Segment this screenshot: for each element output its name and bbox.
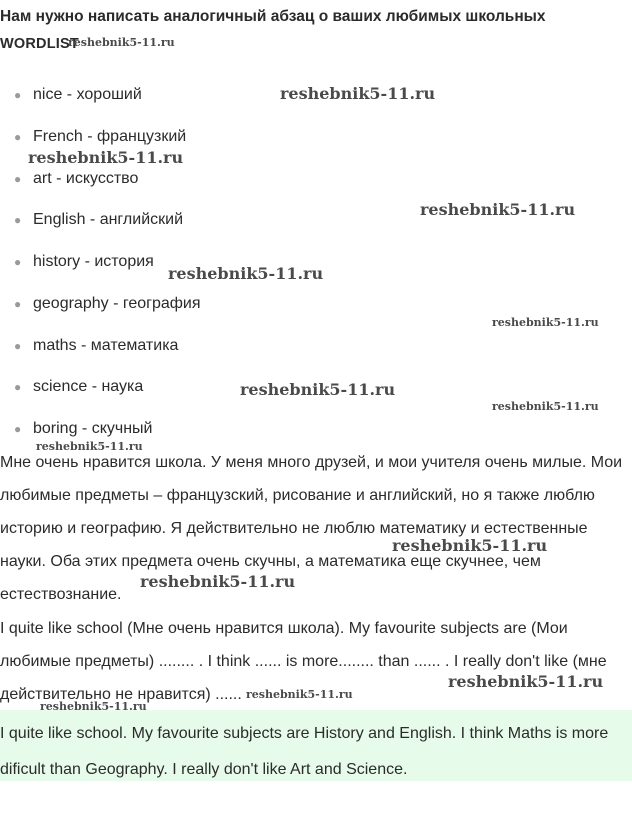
watermark: reshebnik5-11.ru xyxy=(420,200,576,219)
watermark: reshebnik5-11.ru xyxy=(240,380,396,399)
watermark: reshebnik5-11.ru xyxy=(36,440,143,453)
watermark: reshebnik5-11.ru xyxy=(392,536,548,555)
bullet-icon: ● xyxy=(14,297,22,311)
watermark: reshebnik5-11.ru xyxy=(280,84,436,103)
bullet-icon: ● xyxy=(14,88,22,102)
watermark: reshebnik5-11.ru xyxy=(40,700,147,713)
answer-paragraph: I quite like school. My favourite subjects are History and English. I think Maths is more dificult than Geography. I really don't like Art and Science. xyxy=(0,725,609,778)
bullet-icon: ● xyxy=(14,380,22,394)
watermark: reshebnik5-11.ru xyxy=(168,264,324,283)
bullet-icon: ● xyxy=(14,172,22,186)
watermark: reshebnik5-11.ru xyxy=(140,572,296,591)
bullet-icon: ● xyxy=(14,130,22,144)
watermark: reshebnik5-11.ru xyxy=(246,688,353,701)
watermark: reshebnik5-11.ru xyxy=(492,316,599,329)
bullet-icon: ● xyxy=(14,213,22,227)
example-paragraph: Мне очень нравится школа. У меня много друзей, и мои учителя очень милые. Мои любимые предметы – французский, рисование и английский, но я также люблю историю и географию. Я действительно не люблю математику и естественные науки. Оба этих предмета очень скучны, а математика еще скучнее, чем естествознание. xyxy=(0,454,623,603)
answer-box xyxy=(0,710,632,781)
watermark: reshebnik5-11.ru xyxy=(28,148,184,167)
bullet-icon: ● xyxy=(14,422,22,436)
watermark: reshebnik5-11.ru xyxy=(68,36,175,49)
heading-wordlist-label: WORDLIST xyxy=(0,36,79,52)
watermark: reshebnik5-11.ru xyxy=(492,400,599,413)
bullet-icon: ● xyxy=(14,255,22,269)
watermark: reshebnik5-11.ru xyxy=(448,672,604,691)
bullet-icon: ● xyxy=(14,339,22,353)
template-paragraph: I quite like school (Мне очень нравится школа). My favourite subjects are (Мои любимые предметы) ........ . I think ...... is more........ than ...... . I really don't like (мне действительно не нравится) ...... xyxy=(0,620,607,703)
heading-line-1: Нам нужно написать аналогичный абзац о ваших любимых школьных xyxy=(0,8,546,25)
